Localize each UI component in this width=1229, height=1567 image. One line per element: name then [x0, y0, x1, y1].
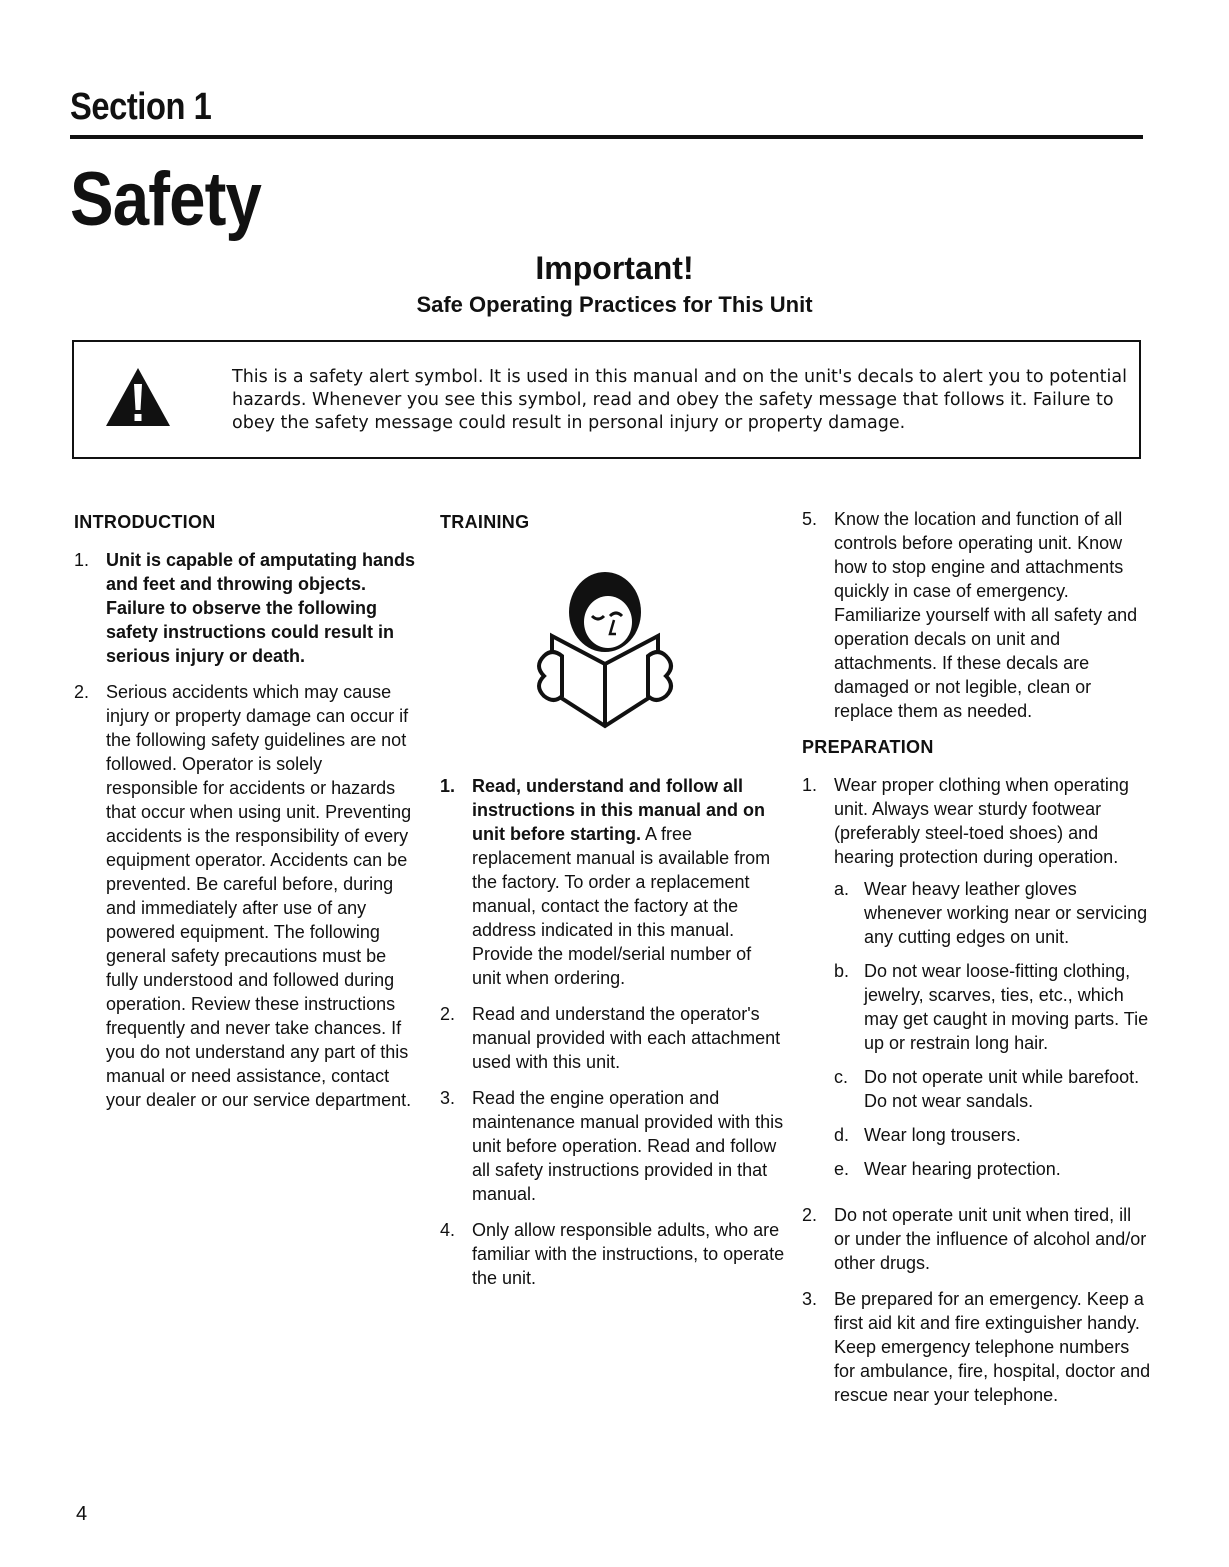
list-item — [74, 548, 419, 668]
list-item — [802, 1203, 1152, 1275]
item-number: 2. — [440, 1004, 456, 1024]
sub-item — [834, 1123, 1152, 1147]
section-label: Section 1 — [70, 86, 212, 128]
item-text — [472, 774, 785, 990]
sub-text: Wear heavy leather gloves whenever working near or servicing any cutting edges on unit. — [864, 879, 1148, 947]
list-item — [440, 1002, 785, 1074]
item-text: Serious accidents which may cause injury or property damage can occur if the following safety guidelines are not followed. Operator is solely responsible for accidents or hazards that occur when using unit. Preventing accidents is the responsibility of every equipment operator. Accidents can be prevented. Be careful before, during and immediately after use of any powered equipment. The following general safety precautions must be fully understood and followed during operation. Review these instructions frequently and never take chances. If you do not understand any part of this manual or need assistance, contact your dealer or our service department. — [106, 682, 412, 1110]
introduction-heading: INTRODUCTION — [74, 512, 216, 532]
sub-letter: d. — [834, 1125, 850, 1145]
item-number: 3. — [440, 1088, 456, 1108]
item-text-bold: Read, understand and follow all instructions in this manual and on unit before starting. — [472, 776, 766, 844]
section-rule — [70, 135, 1143, 139]
list-item — [74, 680, 419, 1112]
item-number: 3. — [802, 1289, 818, 1309]
sub-item — [834, 1157, 1152, 1181]
list-item — [802, 1287, 1152, 1407]
sub-letter: c. — [834, 1067, 849, 1087]
sub-letter: e. — [834, 1159, 850, 1179]
introduction-column — [74, 510, 419, 1124]
sub-letter: a. — [834, 879, 850, 899]
item-number: 1. — [440, 776, 456, 796]
right-column — [802, 507, 1152, 1419]
training-column — [440, 510, 785, 1302]
item-text-rest: A free replacement manual is available from the factory. To order a replacement manual, contact the factory at the address indicated in this manual. Provide the model/serial number of unit when ordering. — [472, 824, 771, 988]
preparation-heading: PREPARATION — [802, 737, 934, 757]
sub-text: Wear long trousers. — [864, 1125, 1021, 1145]
item-number: 1. — [74, 550, 90, 570]
item-text: Unit is capable of amputating hands and feet and throwing objects. Failure to observe the following safety instructions could result in serious injury or death. — [106, 550, 416, 666]
list-item — [802, 507, 1152, 723]
page-title: Safety — [70, 157, 262, 242]
item-body — [834, 773, 1152, 1191]
sub-text: Do not operate unit while barefoot. Do not wear sandals. — [864, 1067, 1140, 1111]
item-text: Read and understand the operator's manual provided with each attachment used with this unit. — [472, 1004, 781, 1072]
sub-letter: b. — [834, 961, 850, 981]
sub-text: Do not wear loose-fitting clothing, jewelry, scarves, ties, etc., which may get caught in moving parts. Tie up or restrain long hair. — [864, 961, 1149, 1053]
safety-alert-triangle-icon — [104, 366, 172, 428]
item-number: 2. — [74, 682, 90, 702]
alert-text: This is a safety alert symbol. It is used in this manual and on the unit's decals to alert you to potential hazards. Whenever you see this symbol, read and obey the safety message that follows it. Failure to obey the safety message could result in personal injury or property damage. — [232, 367, 1127, 433]
item-text: Be prepared for an emergency. Keep a first aid kit and fire extinguisher handy. Keep emergency telephone numbers for ambulance, fire, hospital, doctor and rescue near your telephone. — [834, 1289, 1151, 1405]
item-text: Know the location and function of all controls before operating unit. Know how to stop engine and attachments quickly in case of emergency. Familiarize yourself with all safety and operation decals on unit and attachments. If these decals are damaged or not legible, clean or replace them as needed. — [834, 509, 1138, 721]
sub-item — [834, 959, 1152, 1055]
page-number: 4 — [76, 1503, 88, 1525]
item-text: Read the engine operation and maintenance manual provided with this unit before operation. Read and follow all safety instructions provided in that manual. — [472, 1088, 784, 1204]
item-text: Wear proper clothing when operating unit. Always wear sturdy footwear (preferably steel-toed shoes) and hearing protection during operation. — [834, 775, 1129, 867]
item-text: Only allow responsible adults, who are familiar with the instructions, to operate the unit. — [472, 1220, 785, 1288]
important-subtitle: Safe Operating Practices for This Unit — [416, 292, 813, 317]
item-number: 1. — [802, 775, 818, 795]
item-number: 4. — [440, 1220, 456, 1240]
list-item — [802, 773, 1152, 1191]
reading-manual-icon — [530, 564, 680, 734]
item-text: Do not operate unit unit when tired, ill or under the influence of alcohol and/or other drugs. — [834, 1205, 1147, 1273]
item-number: 5. — [802, 509, 818, 529]
training-heading: TRAINING — [440, 512, 530, 532]
sub-item — [834, 1065, 1152, 1113]
important-heading: Important! — [535, 250, 694, 286]
item-number: 2. — [802, 1205, 818, 1225]
list-item — [440, 1218, 785, 1290]
sub-item — [834, 877, 1152, 949]
list-item — [440, 1086, 785, 1206]
sub-text: Wear hearing protection. — [864, 1159, 1061, 1179]
safety-alert-box — [72, 340, 1141, 459]
list-item — [440, 774, 785, 990]
